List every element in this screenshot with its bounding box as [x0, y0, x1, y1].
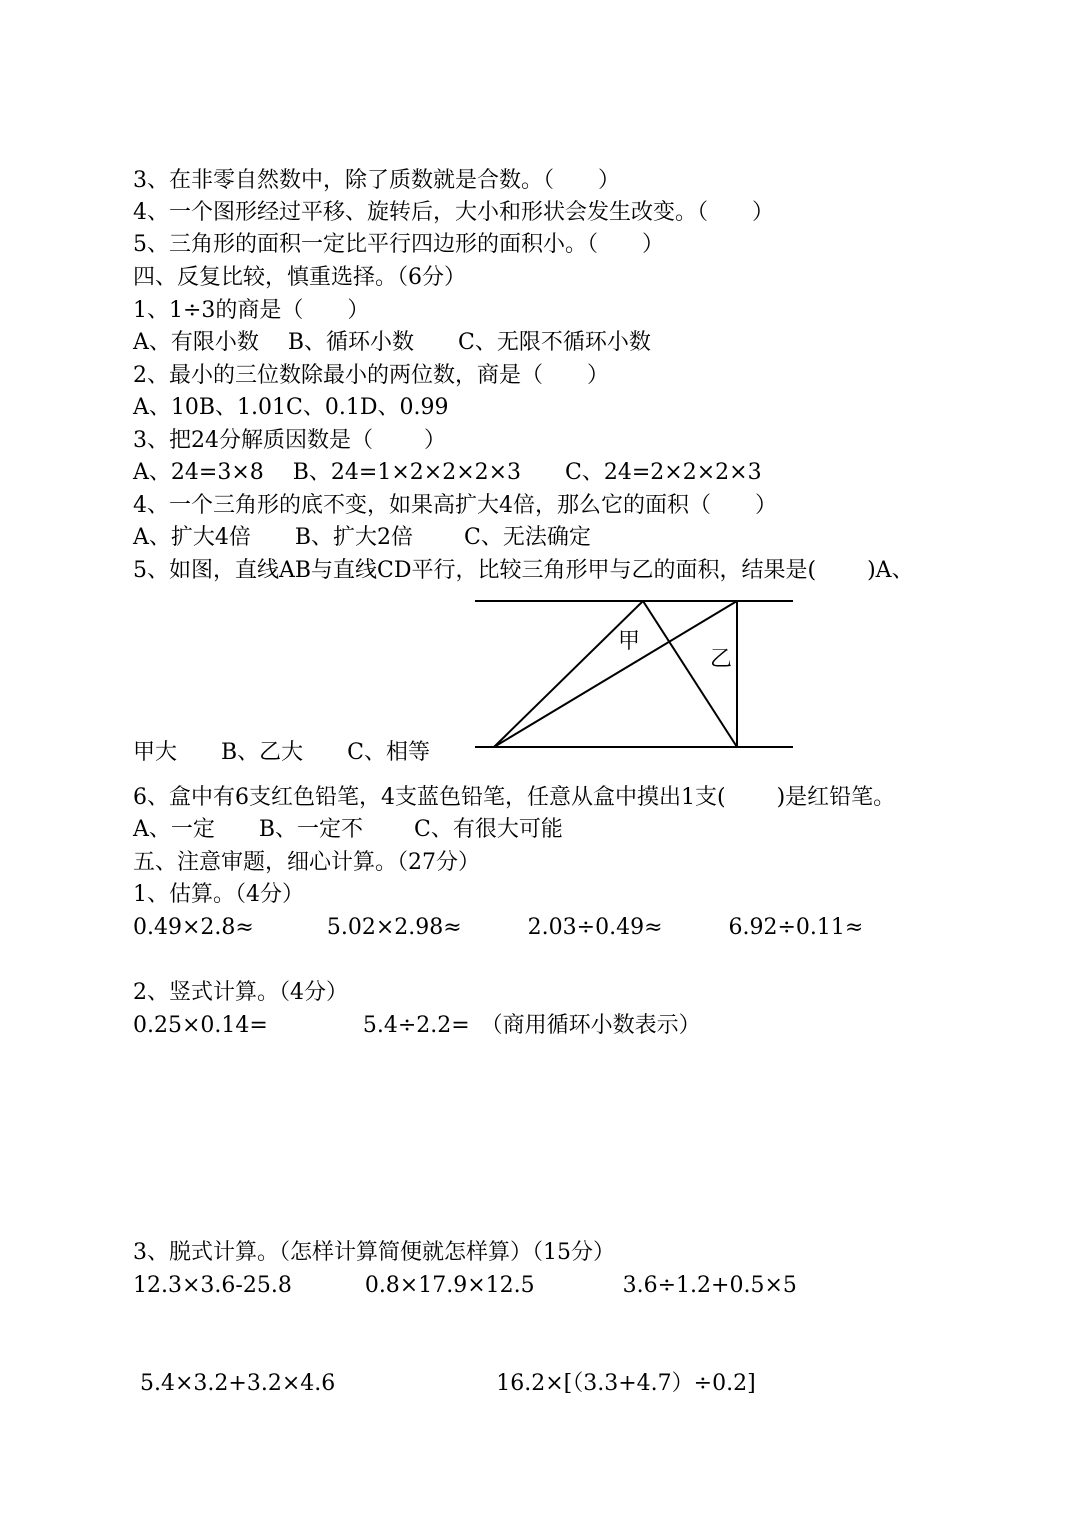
choice-question-6: 6、盒中有6支红色铅笔，4支蓝色铅笔，任意从盒中摸出1支( )是红铅笔。	[133, 785, 896, 810]
estimate-problems: 0.49×2.8≈ 5.02×2.98≈ 2.03÷0.49≈ 6.92÷0.11≈	[133, 915, 864, 940]
vertical-calculation-problems: 0.25×0.14= 5.4÷2.2= （商用循环小数表示）	[133, 1013, 701, 1038]
step-calculation-row-2: 5.4×3.2+3.2×4.6 16.2×[（3.3+4.7）÷0.2]	[133, 1371, 756, 1396]
triangle-label-jia: 甲	[618, 629, 641, 654]
choice-question-2: 2、最小的三位数除最小的两位数，商是（ ）	[133, 363, 609, 388]
section-heading-calculation: 五、注意审题，细心计算。（27分）	[133, 850, 480, 875]
step-calculation-heading: 3、脱式计算。（怎样计算简便就怎样算）（15分）	[133, 1240, 615, 1265]
true-false-question-5: 5、三角形的面积一定比平行四边形的面积小。（ ）	[133, 232, 664, 257]
triangle-label-yi: 乙	[710, 647, 733, 672]
true-false-question-4: 4、一个图形经过平移、旋转后，大小和形状会发生改变。（ ）	[133, 200, 774, 225]
true-false-question-3: 3、在非零自然数中，除了质数就是合数。（ ）	[133, 168, 620, 193]
choice-options-2: A、10B、1.01C、0.1D、0.99	[133, 395, 449, 420]
choice-question-5: 5、如图，直线AB与直线CD平行，比较三角形甲与乙的面积，结果是( )A、	[133, 558, 914, 583]
choice-options-3: A、24=3×8 B、24=1×2×2×2×3 C、24=2×2×2×3	[133, 460, 762, 485]
vertical-calculation-heading: 2、竖式计算。（4分）	[133, 980, 348, 1005]
choice-question-1: 1、1÷3的商是（ ）	[133, 298, 370, 323]
choice-options-4: A、扩大4倍 B、扩大2倍 C、无法确定	[133, 525, 591, 550]
triangle-figure	[470, 592, 800, 752]
section-heading-choice: 四、反复比较，慎重选择。（6分）	[133, 265, 466, 290]
step-calculation-row-1: 12.3×3.6-25.8 0.8×17.9×12.5 3.6÷1.2+0.5×5	[133, 1273, 797, 1298]
choice-options-5: 甲大 B、乙大 C、相等	[133, 740, 431, 765]
triangle-jia-side-right	[643, 601, 737, 747]
choice-question-3: 3、把24分解质因数是（ ）	[133, 428, 446, 453]
choice-question-4: 4、一个三角形的底不变，如果高扩大4倍，那么它的面积（ ）	[133, 493, 777, 518]
triangle-yi-diagonal	[494, 601, 737, 747]
estimate-heading: 1、估算。（4分）	[133, 882, 304, 907]
choice-options-1: A、有限小数 B、循环小数 C、无限不循环小数	[133, 330, 651, 355]
triangle-jia-side-left	[494, 601, 643, 747]
choice-options-6: A、一定 B、一定不 C、有很大可能	[133, 817, 563, 842]
